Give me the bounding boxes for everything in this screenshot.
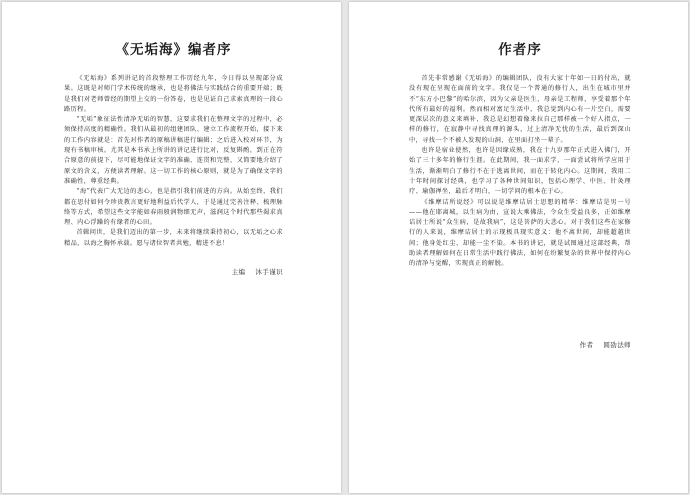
- author-signature: [409, 340, 631, 350]
- author-paragraph: 也许是宿业使然，也许是因缘成熟，我在十九岁那年正式进入佛门，开始了三十多年的修行生涯。在此期间，我一面求学，一面尝试将所学应用于生活，渐渐明白了修行不在于逃离世间，而在于转化内心。这期间，我用二十年时间探讨经典，也学习了各种世间知识，包括心理学、中医、针灸理疗、瑜伽禅坐，最后才明白，一切学问的根本在于心。: [409, 147, 631, 196]
- author-paragraph: 首先非常感谢《无垢海》的编辑团队，没有大家十年如一日的付出，就没有现在呈现在面前的文字。我仅是一个普通的修行人，出生在城市里并不“东方小巴黎”的哈尔滨，因为父亲是医生，母亲是工程师，享受着那个年代所有最好的福利。然而相对富足生活中，我总觉到内心有一片空白，需要更深层次的意义来填补，我总是幻想着像来拉自己那样被一个好人指点，一样的修行，在寂静中寻找真理的源头，过上清净无忧的生活，最后到深山中，寻找一个不被人发现的山洞，在里面打坐一辈子。: [409, 75, 631, 144]
- right-page: [349, 2, 688, 493]
- left-page: [2, 2, 341, 493]
- editor-signature-name: 沐手谨识: [255, 268, 283, 277]
- editor-paragraph: “海”代表广大无边的悲心，也是指引我们前进的方向。从始至终，我们都在思付如何令珍贵教言更好地利益后代学人，于是通过完善注释、梳理脉络等方式，希望这些文字能如春雨般润物细无声，滋润这个时代那些渴求真理、内心浮躁的有缘者的心田。: [64, 188, 283, 227]
- author-paragraph: 《维摩诘所说经》可以说是维摩诘居士思想的精华：维摩诘是男一号——他在耶离城，以生病为由，宣说大乘佛法，令众生受益良多，正如维摩诘居士所说“众生病，是故我病”，这是菩萨的大悲心。对于我们这些在家修行的人来说，维摩诘居士的示现极具现实意义：他不离世间，却能超越世间；他身处红尘，却能一尘不染。本书的讲记，就是试图通过这部经典，帮助读者理解如何在日常生活中践行佛法，如何在纷繁复杂的世界中保持内心的清净与觉醒，实现真正的解脱。: [409, 198, 631, 268]
- author-preface-body: [409, 74, 631, 270]
- author-signature-role: 作者: [579, 340, 594, 349]
- editor-paragraph: 首辑问世，是我们迈出的第一步，未来将继续秉持初心，以无垢之心求精品，以海之胸怀承载。愿与诸位智者共勉，精进不息！: [64, 229, 283, 247]
- author-preface-title: 作者序: [498, 42, 542, 58]
- editor-signature-role: 主编: [231, 268, 246, 277]
- editor-paragraph: “无垢”象征法性清净无垢的智慧，这要求我们在整理文字的过程中，必须保持高度的精确性。我们从最初的组建团队、建立工作流程开始，接下来的工作内容就是：首先对作者的原稿讲稿进行编辑；之后进入校对环节，为现有书稿审核。尤其是本书承上所讲的讲记进行比对，反复斟酌，到正在符合原意的前提下，尽可能地保证文字的准确、连贯和完整，又简要地介绍了原文的含义，方便读者理解。这一切工作的核心原则，就是为了确保文字的准确性，尊重经典。: [64, 116, 283, 185]
- editor-signature: [64, 267, 283, 277]
- editor-paragraph: 《无垢海》系列讲记的首段整理工作历经九年，今日得以呈现部分成果。这既是对师门学术传统的继承，也是将佛法与实践结合的重要开端；既是我们对老师曾经的期望上交的一份答卷，也是见证自己求索真理的一段心路历程。: [64, 75, 283, 113]
- author-signature-name: 圆劭法师: [603, 340, 631, 349]
- editor-preface-body: [64, 74, 283, 249]
- editor-preface-title: 《无垢海》编者序: [115, 42, 232, 58]
